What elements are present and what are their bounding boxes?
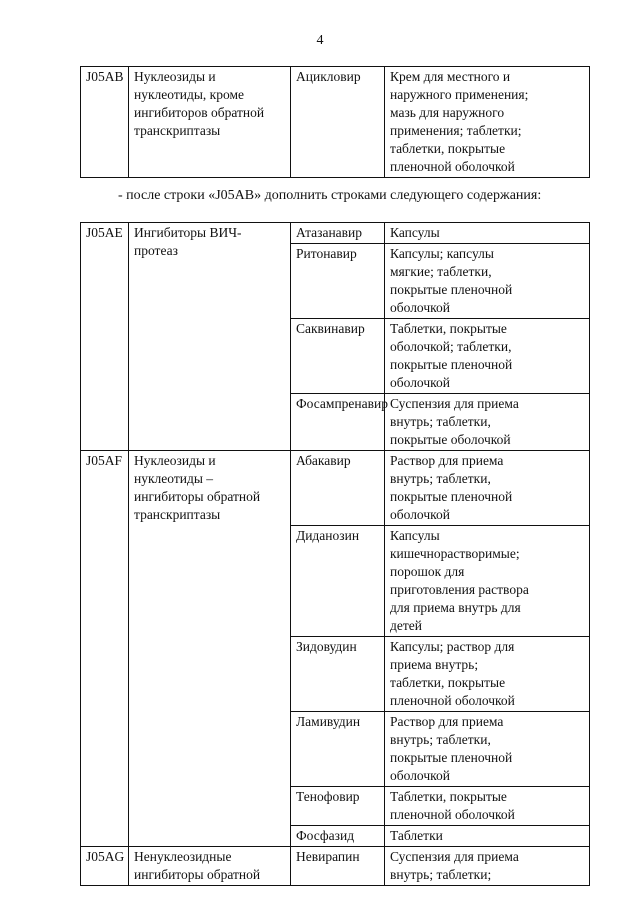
table-row <box>81 67 590 178</box>
atc-code-cell: J05AF <box>81 451 129 847</box>
dosage-form-cell: Таблетки, покрытые оболочкой; таблетки, покрытые пленочной оболочкой <box>385 319 590 394</box>
atc-code-cell: J05AB <box>81 67 129 178</box>
drug-name-cell: Диданозин <box>291 526 385 637</box>
drug-name-cell: Фосфазид <box>291 826 385 847</box>
dosage-form-cell: Крем для местного и наружного применения; мазь для наружного применения; таблетки; таблетки, покрытые пленочной оболочкой <box>385 67 590 178</box>
dosage-form-cell: Таблетки, покрытые пленочной оболочкой <box>385 787 590 826</box>
atc-code-cell: J05AG <box>81 847 129 886</box>
drug-name-cell: Абакавир <box>291 451 385 526</box>
drug-name-cell: Ритонавир <box>291 244 385 319</box>
dosage-form-cell: Капсулы; раствор для приема внутрь; таблетки, покрытые пленочной оболочкой <box>385 637 590 712</box>
dosage-form-cell: Таблетки <box>385 826 590 847</box>
drug-name-cell: Фосампренавир <box>291 394 385 451</box>
dosage-form-cell: Суспензия для приема внутрь; таблетки, покрытые оболочкой <box>385 394 590 451</box>
dosage-form-cell: Капсулы <box>385 223 590 244</box>
atc-code-cell: J05AE <box>81 223 129 451</box>
intro-text: - после строки «J05AB» дополнить строками следующего содержания: <box>118 188 542 203</box>
dosage-form-cell: Суспензия для приема внутрь; таблетки; <box>385 847 590 886</box>
dosage-form-cell: Раствор для приема внутрь; таблетки, покрытые пленочной оболочкой <box>385 712 590 787</box>
group-cell: Ненуклеозидные ингибиторы обратной <box>129 847 291 886</box>
drug-name-cell: Ацикловир <box>291 67 385 178</box>
drug-name-cell: Ламивудин <box>291 712 385 787</box>
drug-name-cell: Атазанавир <box>291 223 385 244</box>
group-cell: Ингибиторы ВИЧ- протеаз <box>129 223 291 451</box>
dosage-form-cell: Капсулы; капсулы мягкие; таблетки, покрытые пленочной оболочкой <box>385 244 590 319</box>
drug-name-cell: Саквинавир <box>291 319 385 394</box>
group-cell: Нуклеозиды и нуклеотиды – ингибиторы обратной транскриптазы <box>129 451 291 847</box>
drug-table-main <box>80 222 590 886</box>
drug-table-top <box>80 66 590 178</box>
table-row <box>81 847 590 886</box>
drug-name-cell: Невирапин <box>291 847 385 886</box>
group-cell: Нуклеозиды и нуклеотиды, кроме ингибиторов обратной транскриптазы <box>129 67 291 178</box>
dosage-form-cell: Капсулы кишечнорастворимые; порошок для приготовления раствора для приема внутрь для детей <box>385 526 590 637</box>
page-number: 4 <box>316 33 324 48</box>
dosage-form-cell: Раствор для приема внутрь; таблетки, покрытые пленочной оболочкой <box>385 451 590 526</box>
table-row <box>81 451 590 526</box>
table-row <box>81 223 590 244</box>
drug-name-cell: Зидовудин <box>291 637 385 712</box>
drug-name-cell: Тенофовир <box>291 787 385 826</box>
